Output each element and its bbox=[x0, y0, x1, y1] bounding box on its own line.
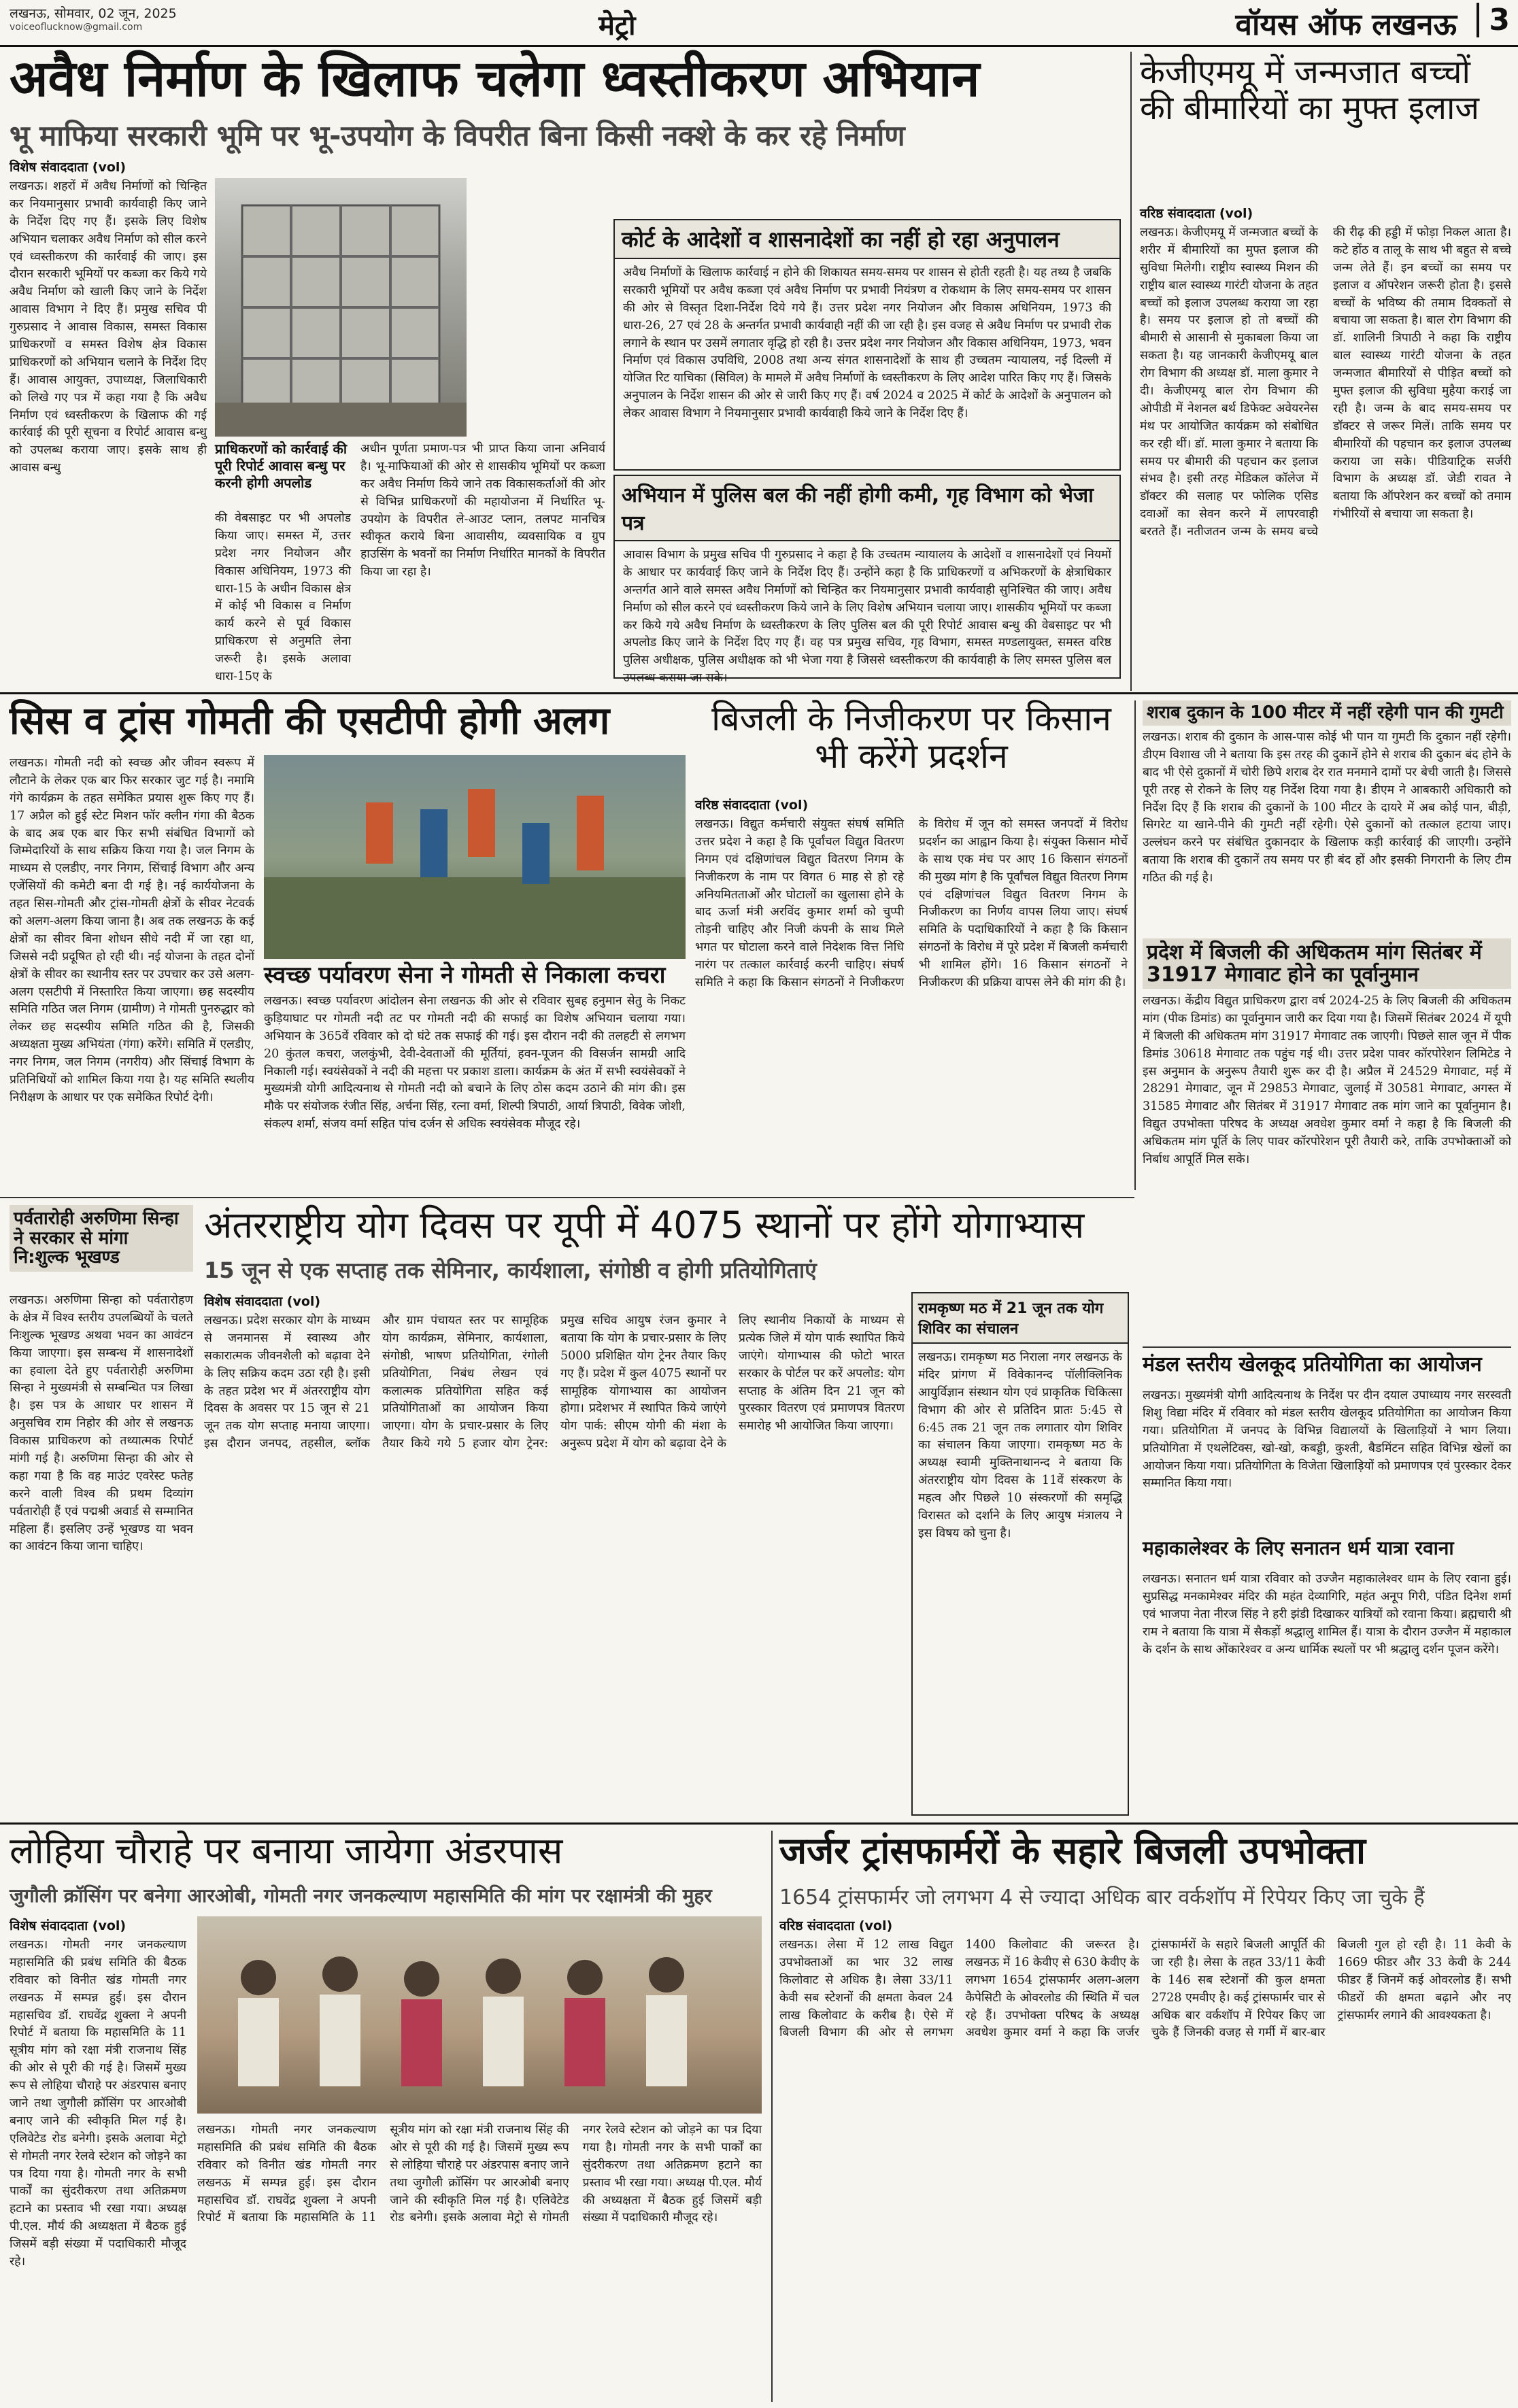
yoga-byline: विशेष संवाददाता (vol) bbox=[204, 1294, 321, 1309]
underpass-meeting-photo bbox=[197, 1916, 762, 2114]
privatization-body: लखनऊ। विद्युत कर्मचारी संयुक्त संघर्ष समिति उत्तर प्रदेश ने कहा है कि पूर्वांचल विद्युत वितरण निगम एवं दक्षिणांचल विद्युत वितरण निगम के निजीकरण के नाम पर विगत 6 माह से हो रहे अनियमितताओं और घोटालों का खुलासा होने के बाद ऊर्जा मंत्री अरविंद कुमार शर्मा को चुप्पी तोड़नी चाहिए और निजी कंपनी के साथ मिले भगत पर घोटाला करने वाले निदेशक वित्त निधि नारंग पर तत्काल कार्रवाई करनी चाहिए। संघर्ष समिति ने कहा कि किसान संगठनों ने निजीकरण के विरोध में जून को समस्त जनपदों में विरोध प्रदर्शन का आह्वान किया है। संयुक्त किसान मोर्चे के साथ एक मंच पर आए 16 किसान संगठनों की मुख्य मांग है कि पूर्वांचल विद्युत वितरण निगम एवं दक्षिणांचल विद्युत वितरण निगम के निजीकरण का निर्णय वापस लिया जाए। संघर्ष समिति के पदाधिकारियों ने कहा है कि किसान संगठनों के विरोध में पूरे प्रदेश में बिजली कर्मचारी भी शामिल होंगे। 16 किसान संगठनों ने निजीकरण की प्रक्रिया वापस लेने की मांग की है। bbox=[695, 817, 1128, 990]
section-rule-3 bbox=[0, 1822, 1518, 1825]
stp-photo-caption: स्वच्छ पर्यावरण सेना ने गोमती से निकाला कचरा bbox=[264, 962, 666, 989]
section-rule bbox=[1143, 1346, 1511, 1348]
lead-photo-caption: प्राधिकरणों को कार्रवाई की पूरी रिपोर्ट आवास बन्धु पर करनी होगी अपलोड bbox=[215, 441, 348, 491]
power-demand-headline: प्रदेश में बिजली की अधिकतम मांग सितंबर में 31917 मेगावाट होने का पूर्वानुमान bbox=[1143, 938, 1511, 989]
lead-photo bbox=[215, 178, 467, 437]
power-demand-body: लखनऊ। केंद्रीय विद्युत प्राधिकरण द्वारा वर्ष 2024-25 के लिए बिजली की अधिकतम मांग (पीक डिमांड) का पूर्वानुमान जारी कर दिया गया है। जिसमें सितंबर 2024 में यूपी में बिजली की अधिकतम मांग 31917 मेगावाट तक जाएगी। पिछले साल जून में पीक डिमांड 30618 मेगावाट तक पहुंच गई थी। उत्तर प्रदेश पावर कॉरपोरेशन लिमिटेड ने इस अनुमान के अनुरूप तैयारी शुरू कर दी है। अप्रैल में 24529 मेगावाट, मई में 28291 मेगावाट, जून में 29853 मेगावाट, जुलाई में 30581 मेगावाट, अगस्त में 31585 मेगावाट और सितंबर में 31917 मेगावाट तक मांग जाने का पूर्वानुमान है। विद्युत उपभोक्ता परिषद के अध्यक्ष अवधेश कुमार वर्मा ने कहा है कि बिजली की अधिकतम मांग पूर्ति के लिए पावर कॉरपोरेशन पूरी तैयारी करे, ताकि उपभोक्ताओं को निर्बाध आपूर्ति मिल सके। bbox=[1143, 994, 1511, 1167]
police-headline: अभियान में पुलिस बल की नहीं होगी कमी, गृह विभाग को भेजा पत्र bbox=[615, 476, 1119, 541]
column-divider bbox=[771, 1831, 773, 2402]
group-photo-icon bbox=[197, 1916, 762, 2114]
arunima-body: लखनऊ। अरुणिमा सिन्हा को पर्वतारोहण के क्षेत्र में विश्व स्तरीय उपलब्धियों के चलते निःशुल्क भूखण्ड अथवा भवन का आवंटन किया जाएगा। इस सम्बन्ध में शासनादेशों का हवाला देते हुए पर्वतारोही अरुणिमा सिन्हा ने मुख्यमंत्री से सम्बन्धित पत्र लिखा है। इस पत्र के आधार पर शासन में अनुसचिव राम निहोर की ओर से लखनऊ विकास प्राधिकरण को तथ्यात्मक रिपोर्ट मांगी गई है। अरुणिमा सिन्हा की ओर से कहा गया है कि वह माउंट एवरेस्ट फतेह करने वाली विश्व की प्रथम दिव्यांग पर्वतारोही हैं एवं पद्मश्री अवार्ड से सम्मानित महिला हैं। इसलिए उन्हें भूखण्ड या भवन का आवंटन किया जाना चाहिए। bbox=[10, 1293, 193, 1554]
underpass-headline: लोहिया चौराहे पर बनाया जायेगा अंडरपास bbox=[10, 1829, 563, 1872]
transformers-body: लखनऊ। लेसा में 12 लाख विद्युत उपभोक्ताओं का भार 32 लाख किलोवाट से अधिक है। लेसा 33/11 केवी सब स्टेशनों की क्षमता केवल 24 लाख किलोवाट के करीब है। ऐसे में बिजली विभाग की ओर से लगभग 1400 किलोवाट की जरूरत है। लखनऊ में 16 केवीए से 630 केवीए के लगभग 1654 ट्रांसफार्मर अलग-अलग कैपेसिटी के ओवरलोड की स्थिति में चल रहे हैं। उपभोक्ता परिषद के अध्यक्ष अवधेश कुमार वर्मा ने कहा कि जर्जर ट्रांसफार्मरों के सहारे बिजली आपूर्ति की जा रही है। लेसा के तहत 33/11 केवी के 146 सब स्टेशनों की कुल क्षमता 2728 एमवीए है। कई ट्रांसफार्मर चार से अधिक बार वर्कशॉप में रिपेयर किए जा चुके हैं जिनकी वजह से गर्मी में बार-बार बिजली गुल हो रही है। 11 केवी के 1669 फीडर और 33 केवी के 244 फीडर हैं जिनमें कई ओवरलोड हैं। सभी फीडरों की क्षमता बढ़ाने और नए ट्रांसफार्मर लगाने की आवश्यकता है। bbox=[779, 1938, 1511, 2040]
yoga-subhead: 15 जून से एक सप्ताह तक सेमिनार, कार्यशाला, संगोष्ठी व होगी प्रतियोगिताएं bbox=[204, 1257, 817, 1283]
transformers-byline: वरिष्ठ संवाददाता (vol) bbox=[779, 1918, 893, 1933]
sports-body: लखनऊ। मुख्यमंत्री योगी आदित्यनाथ के निर्देश पर दीन दयाल उपाध्याय नगर सरस्वती शिशु विद्या मंदिर में रविवार को मंडल स्तरीय खेलकूद प्रतियोगिता का आयोजन किया गया। प्रतियोगिता में जनपद के विभिन्न विद्यालयों के खिलाड़ियों ने भाग लिया। प्रतियोगिता में एथलेटिक्स, खो-खो, कबड्डी, कुश्ती, बैडमिंटन सहित विभिन्न खेलों का आयोजन किया गया। प्रतियोगिता के विजेता खिलाड़ियों को प्रमाणपत्र एवं पुरस्कार देकर सम्मानित किया गया। bbox=[1143, 1389, 1511, 1491]
masthead-rule bbox=[0, 45, 1518, 47]
lead-headline: अवैध निर्माण के खिलाफ चलेगा ध्वस्तीकरण अभियान bbox=[10, 50, 980, 108]
privatization-headline: बिजली के निजीकरण पर किसान भी करेंगे प्रदर्शन bbox=[711, 699, 1111, 776]
privatization-byline: वरिष्ठ संवाददाता (vol) bbox=[695, 798, 809, 813]
yatra-headline: महाकालेश्वर के लिए सनातन धर्म यात्रा रवाना bbox=[1143, 1537, 1454, 1559]
kgmu-body: लखनऊ। केजीएमयू में जन्मजात बच्चों के शरीर में बीमारियों का मुफ्त इलाज की सुविधा मिलेगी। राष्ट्रीय स्वास्थ्य मिशन की राष्ट्रीय बाल स्वास्थ्य गारंटी योजना के तहत बच्चों को इलाज उपलब्ध कराया जा रहा है। समय पर इलाज हो तो बच्चों की बीमारी से आसानी से मुकाबला किया जा सकता है। यह जानकारी केजीएमयू बाल रोग विभाग की अध्यक्ष डॉ. माला कुमार ने दी। केजीएमयू बाल रोग विभाग की ओपीडी में नेशनल बर्थ डिफेक्ट अवेयरनेस मंथ पर आयोजित कार्यक्रम को संबोधित कर रही थीं। डॉ. माला कुमार ने बताया कि समय पर बीमारी की पहचान कर इलाज संभव है। इसी तरह मेडिकल कॉलेज में डॉक्टर की सलाह पर फोलिक एसिड दवाओं का सेवन करने में लापरवाही बरतते हैं। नतीजतन जन्म के समय बच्चे की रीढ़ की हड्डी में फोड़ा निकल आता है। कटे होंठ व तालू के साथ भी बहुत से बच्चे जन्म लेते हैं। इन बच्चों का समय पर इलाज व ऑपरेशन जरूरी होता है। इससे बच्चों के भविष्य की तमाम दिक्कतों से बचाया जा सकता है। बाल रोग विभाग की डॉ. शालिनी त्रिपाठी ने कहा कि राष्ट्रीय बाल स्वास्थ्य गारंटी योजना के तहत जन्मजात बीमारियों से पीड़ित बच्चों को मुफ्त इलाज की सुविधा मुहैया कराई जा रही है। जन्म के बाद समय-समय पर डॉक्टर से जरूर मिलें। ताकि समय पर बीमारियों की पहचान कर इलाज उपलब्ध कराया जा सके। पीडियाट्रिक सर्जरी विभाग के अध्यक्ष डॉ. जेडी रावत ने बताया कि ऑपरेशन कर बच्चों को तमाम गंभीरियों से बचाया जा सकता है। bbox=[1140, 226, 1511, 539]
lead-subhead: भू माफिया सरकारी भूमि पर भू-उपयोग के विपरीत बिना किसी नक्शे के कर रहे निर्माण bbox=[10, 119, 905, 152]
court-body: अवैध निर्माणों के खिलाफ कार्रवाई न होने की शिकायत समय-समय पर शासन से होती रहती है। यह तथ्य है जबकि सरकारी भूमियों पर अवैध कब्जा एवं अवैध निर्माण पर प्रभावी नियंत्रण व रोकथाम के लिए समय-समय पर शासन की ओर से विस्तृत दिशा-निर्देश दिये गये हैं। उत्तर प्रदेश नगर नियोजन और विकास अधिनियम, 1973 की धारा-26, 27 एवं 28 के अन्तर्गत प्रभावी कार्यवाही नहीं की जा रही है। इस वजह से अवैध निर्माण पर प्रभावी रोक लगाने के स्थान पर उसमें लगातार वृद्धि हो रही है। उत्तर प्रदेश नगर नियोजन और विकास अधिनियम, 1973, भवन निर्माण एवं विकास उपविधि, 2008 तथा अन्य संगत शासनादेशों के साथ ही उच्चतम न्यायालय, नई दिल्ली में योजित रिट याचिका (सिविल) के मामले में अवैध निर्माणों के ध्वस्तीकरण के लिए आदेश पारित किए गए हैं। जिसके अनुपालन के निर्देश शासन की ओर से जारी किए गए हैं। वर्ष 2024 व 2025 में कोर्ट के आदेशों के अनुपालन को लेकर आवास विभाग ने नियमानुसार प्रभावी कार्यवाही किये जाने के निर्देश दिए हैं। bbox=[623, 266, 1111, 421]
stp-body: लखनऊ। गोमती नदी को स्वच्छ और जीवन स्वरूप में लौटाने के लेकर एक बार फिर सरकार जुट गई है। नमामि गंगे कार्यक्रम के तहत समेकित प्रयास शुरू किए गए हैं। 17 अप्रैल को हुई स्टेट मिशन फॉर क्लीन गंगा की बैठक के बाद अब एक बार फिर सभी संबंधित विभागों को जिम्मेदारियों के साथ सक्रिय किया गया है। जल निगम के माध्यम से एलडीए, नगर निगम, सिंचाई विभाग और अन्य एजेंसियों की कमेटी बना दी गई है। नई कार्ययोजना के तहत सिस-गोमती और ट्रांस-गोमती क्षेत्रों के सीवर नेटवर्क को अलग-अलग किया जाना है। अब तक लखनऊ के कई क्षेत्रों का सीवर बिना शोधन सीधे नदी में जा रहा था, जिससे नदी प्रदूषित हो रही थी। नई योजना के तहत दोनों क्षेत्रों के सीवर का स्थानीय स्तर पर उपचार कर उसे अलग-अलग एसटीपी में निस्तारित किया जाएगा। छह सदस्यीय समिति गठित जल निगम (ग्रामीण) ने गोमती पुनरुद्धार को लेकर छह सदस्यीय समिति गठित की है, जिसकी अध्यक्षता मुख्य अभियंता (गंगा) करेंगे। समिति में एलडीए, नगर निगम, जल निगम (नगरीय) और सिंचाई विभाग के प्रतिनिधियों को शामिल किया गया है। यह समिति स्थलीय निरीक्षण के आधार पर एक समेकित रिपोर्ट देगी। bbox=[10, 756, 254, 1104]
transformers-headline: जर्जर ट्रांसफार्मरों के सहारे बिजली उपभोक्ता bbox=[779, 1829, 1366, 1872]
underpass-body-col1: लखनऊ। गोमती नगर जनकल्याण महासमिति की प्रबंध समिति की बैठक रविवार को विनीत खंड गोमती नगर लखनऊ में सम्पन्न हुई। इस दौरान महासचिव डॉ. राघवेंद्र शुक्ला ने अपनी रिपोर्ट में बताया कि महासमिति के 11 सूत्रीय मांग को रक्षा मंत्री राजनाथ सिंह की ओर से पूरी की गई है। जिसमें मुख्य रूप से लोहिया चौराहे पर अंडरपास बनाए जाने तथा जुगौली क्रॉसिंग पर आरओबी बनाए जाने की स्वीकृति मिल गई है। एलिवेटेड रोड बनेगी। इसके अलावा मेट्रो से गोमती नगर रेलवे स्टेशन को जोड़ने का पत्र दिया गया है। गोमती नगर के सभी पार्कों का सुंदरीकरण तथा अतिक्रमण हटाने का प्रस्ताव भी रखा गया। अध्यक्ष पी.एल. मौर्य की अध्यक्षता में बैठक हुई जिसमें बड़ी संख्या में पदाधिकारी मौजूद रहे। bbox=[10, 1938, 186, 2269]
liquor-headline: शराब दुकान के 100 मीटर में नहीं रहेगी पान की गुमटी bbox=[1143, 700, 1511, 726]
transformers-subhead: 1654 ट्रांसफार्मर जो लगभग 4 से ज्यादा अधिक बार वर्कशॉप में रिपेयर किए जा चुके हैं bbox=[779, 1886, 1425, 1910]
underpass-subhead: जुगौली क्रॉसिंग पर बनेगा आरओबी, गोमती नगर जनकल्याण महासमिति की मांग पर रक्षामंत्री की मुहर bbox=[10, 1884, 712, 1907]
kgmu-headline: केजीएमयू में जन्मजात बच्चों की बीमारियों का मुफ्त इलाज bbox=[1140, 53, 1480, 127]
dateline: लखनऊ, सोमवार, 02 जून, 2025 bbox=[10, 6, 177, 21]
yoga-body: लखनऊ। प्रदेश सरकार योग के माध्यम से जनमानस में स्वास्थ्य और सकारात्मक जीवनशैली को बढ़ावा देने के लिए सक्रिय कदम उठा रही है। इसी के तहत प्रदेश भर में अंतरराष्ट्रीय योग दिवस के अवसर पर 15 जून से 21 जून तक योग सप्ताह मनाया जाएगा। इस दौरान जनपद, तहसील, ब्लॉक और ग्राम पंचायत स्तर पर सामूहिक योग कार्यक्रम, सेमिनार, कार्यशाला, संगोष्ठी, भाषण प्रतियोगिता, रंगोली प्रतियोगिता, निबंध लेखन एवं कलात्मक प्रतियोगिता सहित कई प्रतियोगिताओं का आयोजन किया जाएगा। योग के प्रचार-प्रसार के लिए तैयार किये गये 5 हजार योग ट्रेनर: प्रमुख सचिव आयुष रंजन कुमार ने बताया कि योग के प्रचार-प्रसार के लिए 5000 प्रशिक्षित योग ट्रेनर तैयार किए गए हैं। प्रदेश में कुल 4075 स्थानों पर सामूहिक योगाभ्यास का आयोजन होगा। प्रदेशभर में स्थापित किये जाएंगे योग पार्क: सीएम योगी की मंशा के अनुरूप प्रदेश में योग को बढ़ावा देने के लिए स्थानीय निकायों के माध्यम से प्रत्येक जिले में योग पार्क स्थापित किये जाएंगे। योगाभ्यास की फोटो भारत सरकार के पोर्टल पर करें अपलोड: योग सप्ताह के अंतिम दिन 21 जून को पुरस्कार वितरण एवं प्रमाणपत्र वितरण समारोह भी आयोजित किया जाएगा। bbox=[204, 1314, 905, 1451]
liquor-body: लखनऊ। शराब की दुकान के आस-पास कोई भी पान या गुमटी कि दुकान नहीं रहेगी। डीएम विशाख जी ने बताया कि इस तरह की दुकानें होने से शराब की दुकान बंद होने के बाद भी ऐसे दुकानों में चोरी छिपे शराब देर रात मनमाने दामों पर बेची जाती है। जिससे पूरी तरह से रोकने के लिए यह निर्देश दिया गया है। डीएम ने आबकारी अधिकारी को निर्देश दिए हैं कि शराब की दुकानों के 100 मीटर के दायरे में अब कोई पान, बीड़ी, सिगरेट या खाने-पीने की गुमटी नहीं रहेगी। ऐसे दुकानों को तत्काल हटाया जाए। उल्लंघन करने पर संबंधित दुकानदार के खिलाफ कड़ी कार्रवाई की जाएगी। उन्होंने बताया कि शराब की दुकानें तय समय पर ही बंद हों और इसकी निगरानी के लिए टीम गठित की गई है। bbox=[1143, 730, 1511, 885]
underpass-body-cols: लखनऊ। गोमती नगर जनकल्याण महासमिति की प्रबंध समिति की बैठक रविवार को विनीत खंड गोमती नगर लखनऊ में सम्पन्न हुई। इस दौरान महासचिव डॉ. राघवेंद्र शुक्ला ने अपनी रिपोर्ट में बताया कि महासमिति के 11 सूत्रीय मांग को रक्षा मंत्री राजनाथ सिंह की ओर से पूरी की गई है। जिसमें मुख्य रूप से लोहिया चौराहे पर अंडरपास बनाए जाने तथा जुगौली क्रॉसिंग पर आरओबी बनाए जाने की स्वीकृति मिल गई है। एलिवेटेड रोड बनेगी। इसके अलावा मेट्रो से गोमती नगर रेलवे स्टेशन को जोड़ने का पत्र दिया गया है। गोमती नगर के सभी पार्कों का सुंदरीकरण तथा अतिक्रमण हटाने का प्रस्ताव भी रखा गया। अध्यक्ष पी.एल. मौर्य की अध्यक्षता में बैठक हुई जिसमें बड़ी संख्या में पदाधिकारी मौजूद रहे। bbox=[197, 2123, 762, 2225]
stp-photo bbox=[264, 755, 686, 959]
masthead-dateline-block bbox=[10, 4, 177, 33]
construction-photo-icon bbox=[215, 178, 467, 437]
ramkrishna-headline: रामकृष्ण मठ में 21 जून तक योग शिविर का संचालन bbox=[913, 1293, 1128, 1344]
section-rule-2 bbox=[0, 1197, 1134, 1198]
section-rule-1 bbox=[0, 692, 1518, 694]
arunima-headline: पर्वतारोही अरुणिमा सिन्हा ने सरकार से मांगा नि:शुल्क भूखण्ड bbox=[10, 1205, 193, 1272]
lead-body-col3: अधीन पूर्णता प्रमाण-पत्र भी प्राप्त किया जाना अनिवार्य है। भू-माफियाओं की ओर से शासकीय भूमियों पर कब्जा कर अवैध निर्माण किये जाने तक विकासकर्ताओं की ओर से विभिन्न प्राधिकरणों की महायोजना में निर्धारित भू-उपयोग के विपरीत ले-आउट प्लान, तलपट मानचित्र स्वीकृत कराये बिना आवासीय, व्यवसायिक व ग्रुप हाउसिंग के भवनों का निर्माण निर्धारित मानकों के विपरीत किया जा रहा है। bbox=[360, 442, 605, 579]
masthead-email: voiceoflucknow@gmail.com bbox=[10, 22, 143, 33]
sports-headline: मंडल स्तरीय खेलकूद प्रतियोगिता का आयोजन bbox=[1143, 1353, 1482, 1376]
yatra-body: लखनऊ। सनातन धर्म यात्रा रविवार को उज्जैन महाकालेश्वर धाम के लिए रवाना हुई। सुप्रसिद्ध मनकामेश्वर मंदिर की महंत देव्यागिरि, महंत अनूप गिरी, पंडित दिनेश शर्मा एवं भाजपा नेता नीरज सिंह ने हरी झंडी दिखाकर यात्रियों को रवाना किया। ब्रह्मचारी श्री राम ने बताया कि यात्रा में सैकड़ों श्रद्धालु शामिल हैं। यात्रा के दौरान उज्जैन में महाकाल के दर्शन के साथ ओंकारेश्वर व अन्य धार्मिक स्थलों पर भी श्रद्धालु दर्शन पूजन करेंगे। bbox=[1143, 1572, 1511, 1657]
yoga-headline: अंतरराष्ट्रीय योग दिवस पर यूपी में 4075 स्थानों पर होंगे योगाभ्यास bbox=[204, 1204, 1085, 1247]
lead-body-col2: की वेबसाइट पर भी अपलोड किया जाए। समस्त में, उत्तर प्रदेश नगर नियोजन और विकास अधिनियम, 1973 की धारा-15 के अधीन विकास क्षेत्र में कोई भी विकास व निर्माण कार्य करने से पूर्व विकास प्राधिकरण से अनुमति लेना जरूरी है। इसके अलावा धारा-15ए के bbox=[215, 511, 351, 684]
stp-caption-body: लखनऊ। स्वच्छ पर्यावरण आंदोलन सेना लखनऊ की ओर से रविवार सुबह हनुमान सेतु के निकट कुड़ियाघाट पर गोमती नदी तट पर गोमती नदी की सफाई का विशेष अभियान चलाया गया। अभियान के 365वें रविवार को दो घंटे तक सफाई की गई। इस दौरान नदी की तलहटी से लगभग 20 कुंतल कचरा, जलकुंभी, देवी-देवताओं की मूर्तियां, हवन-पूजन की विसर्जन सामग्री आदि निकाली गई। स्वयंसेवकों ने नदी की महत्ता पर प्रकाश डाला। कार्यक्रम के अंत में सभी स्वयंसेवकों ने मुख्यमंत्री योगी आदित्यनाथ से गोमती नदी को बचाने के लिए ठोस कदम उठाने की मांग की। इस मौके पर संयोजक रंजीत सिंह, अर्चना सिंह, रत्ना वर्मा, शिल्पी त्रिपाठी, आर्या त्रिपाठी, विवेक जोशी, संकल्प शर्मा, संजय वर्मा सहित पांच दर्जन से अधिक स्वयंसेवक मौजूद रहे। bbox=[264, 994, 686, 1132]
lead-body-col1: लखनऊ। शहरों में अवैध निर्माणों को चिन्हित कर नियमानुसार प्रभावी कार्यवाही किए जाने के निर्देश दिए गए हैं। इसके लिए विशेष अभियान चलाकर अवैध निर्माण को सील करने एवं ध्वस्तीकरण की कार्रवाई की जाए। इस दौरान सरकारी भूमियों पर कब्जा कर किये गये अवैध निर्माण को खाली किए जाने के निर्देश आवास विभाग ने दिए हैं। प्रमुख सचिव पी गुरुप्रसाद ने आवास विकास, समस्त विकास प्राधिकरणों व समस्त विशेष क्षेत्र विकास प्राधिकरणों को अभियान चलाने के निर्देश दिए हैं। आवास आयुक्त, उपाध्यक्ष, जिलाधिकारी को लिखे गए पत्र में कहा गया है कि अवैध निर्माण एवं ध्वस्तीकरण के खिलाफ की गई कार्रवाई की पूरी सूचना व रिपोर्ट आवास बन्धु को उपलब्ध कराया जाए। इसके साथ ही आवास बन्धु bbox=[10, 180, 207, 475]
page-number: 3 bbox=[1477, 3, 1510, 37]
river-cleanup-photo-icon bbox=[264, 755, 686, 959]
ramkrishna-body: लखनऊ। रामकृष्ण मठ निराला नगर लखनऊ के मंदिर प्रांगण में विवेकानन्द पॉलीक्लिनिक आयुर्विज्ञान संस्थान योग एवं प्राकृतिक चिकित्सा विभाग की ओर से प्रतिदिन प्रातः 5:45 से 6:45 तक 21 जून तक लगातार योग शिविर का संचालन किया जाएगा। रामकृष्ण मठ के अध्यक्ष स्वामी मुक्तिनाथानन्द ने बताया कि अंतरराष्ट्रीय योग दिवस के 11वें संस्करण के महत्व और पिछले 10 संस्करणों की समृद्धि विरासत को दर्शाने के लिए आयुष मंत्रालय ने इस विषय को चुना है। bbox=[918, 1351, 1122, 1540]
police-box bbox=[613, 475, 1121, 685]
column-divider bbox=[1130, 52, 1132, 691]
brand-name: वॉयस ऑफ लखनऊ bbox=[1235, 7, 1457, 42]
kgmu-byline: वरिष्ठ संवाददाता (vol) bbox=[1140, 206, 1253, 221]
court-box bbox=[613, 219, 1121, 471]
column-divider bbox=[1134, 700, 1136, 1190]
ramkrishna-box bbox=[911, 1292, 1129, 1816]
stp-headline: सिस व ट्रांस गोमती की एसटीपी होगी अलग bbox=[10, 699, 610, 743]
section-name: मेट्रो bbox=[598, 10, 636, 41]
underpass-byline: विशेष संवाददाता (vol) bbox=[10, 1918, 126, 1933]
lead-byline: विशेष संवाददाता (vol) bbox=[10, 160, 126, 175]
police-body: आवास विभाग के प्रमुख सचिव पी गुरुप्रसाद ने कहा है कि उच्चतम न्यायालय के आदेशों व शासनादेशों एवं नियमों के आधार पर कार्यवाई किए जाने के निर्देश दिए हैं। उन्होंने कहा है कि प्राधिकरणों व अभिकरणों के क्षेत्राधिकार अन्तर्गत आने वाले समस्त अवैध निर्माणों को चिन्हित कर नियमानुसार प्रभावी कार्यवाही सुनिश्चित की जाए। अवैध निर्माण को सील करने एवं ध्वस्तीकरण किये जाने के लिए विशेष अभियान चलाया जाए। शासकीय भूमियों पर कब्जा कर किये गये अवैध निर्माण के ध्वस्तीकरण के लिए पुलिस बल की पूरी रिपोर्ट आवास बन्धु की वेबसाइट पर भी अपलोड किए जाने के निर्देश दिए गए हैं। वह पत्र प्रमुख सचिव, गृह विभाग, समस्त मण्डलायुक्त, समस्त वरिष्ठ पुलिस अधीक्षक, पुलिस अधीक्षक को भी भेजा गया है जिससे ध्वस्तीकरण की कार्यवाही के लिए समस्त पुलिस बल उपलब्ध कराया जा सके। bbox=[623, 548, 1111, 685]
court-headline: कोर्ट के आदेशों व शासनादेशों का नहीं हो रहा अनुपालन bbox=[615, 220, 1119, 259]
